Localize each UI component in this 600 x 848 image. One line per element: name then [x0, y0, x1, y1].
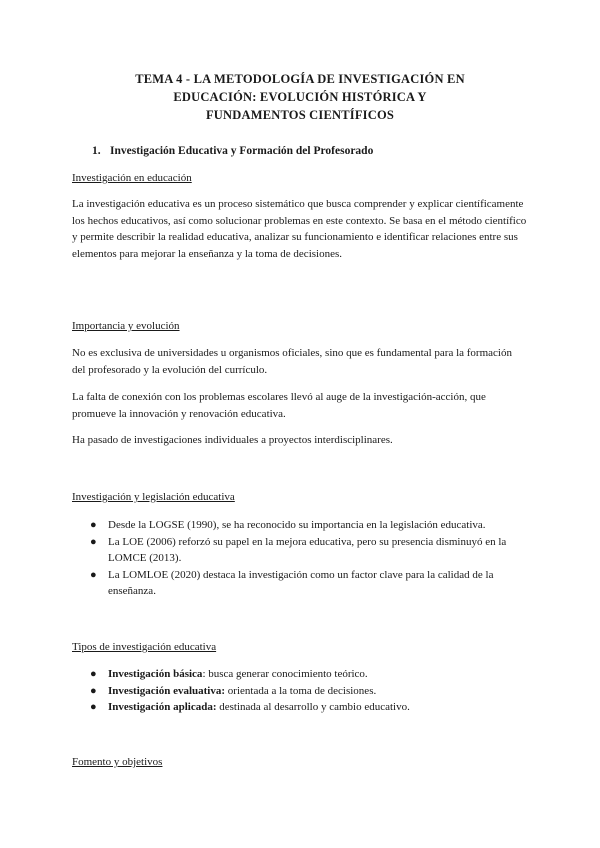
section-heading	[92, 143, 373, 159]
paragraph-importancia-3: Ha pasado de investigaciones individuales a proyectos interdisciplinares.	[72, 434, 393, 446]
subheading-fomento: Fomento y objetivos	[72, 756, 163, 768]
bullet-icon: ●	[90, 568, 97, 581]
list-legislacion	[72, 517, 528, 600]
term-label: Investigación evaluativa:	[108, 684, 226, 697]
title-line-2: EDUCACIÓN: EVOLUCIÓN HISTÓRICA Y	[173, 90, 427, 104]
subheading-legislacion: Investigación y legislación educativa	[72, 491, 235, 503]
subheading-investigacion: Investigación en educación	[72, 172, 192, 184]
bullet-icon: ●	[90, 684, 97, 697]
list-tipos	[72, 666, 528, 716]
list-item: ● Investigación aplicada: destinada al desarrollo y cambio educativo.	[72, 699, 528, 716]
section-heading-text: Investigación Educativa y Formación del Profesorado	[110, 145, 374, 157]
list-item: ● Investigación básica: busca generar conocimiento teórico.	[72, 666, 528, 683]
list-item: ● La LOMLOE (2020) destaca la investigación como un factor clave para la calidad de la enseñanza.	[90, 568, 494, 597]
subheading-importancia: Importancia y evolución	[72, 320, 180, 332]
paragraph-importancia-1: No es exclusiva de universidades u organismos oficiales, sino que es fundamental para la formación del profesorado y la evolución del currículo.	[72, 347, 512, 376]
paragraph-investigacion: La investigación educativa es un proceso sistemático que busca comprender y explicar científicamente los hechos educativos, así como solucionar problemas en este contexto. Se basa en el método científico y permite describir la realidad educativa, analizar su funcionamiento e identificar relaciones entre sus elementos para mejorar la enseñanza y la toma de decisiones.	[72, 198, 527, 260]
title-line-1: TEMA 4 - LA METODOLOGÍA DE INVESTIGACIÓN EN	[135, 72, 465, 86]
list-item: ● Desde la LOGSE (1990), se ha reconocido su importancia en la legislación educativa.	[72, 517, 528, 534]
bullet-icon: ●	[90, 701, 97, 713]
bullet-icon: ●	[90, 668, 97, 680]
list-item: ● Investigación evaluativa: orientada a la toma de decisiones.	[72, 683, 528, 700]
section-number: 1.	[92, 145, 101, 157]
paragraph-importancia-2: La falta de conexión con los problemas escolares llevó al auge de la investigación-acción, que promueve la innovación y renovación educativa.	[72, 391, 486, 420]
document-title	[90, 70, 510, 124]
list-item: ● La LOE (2006) reforzó su papel en la mejora educativa, pero su presencia disminuyó en la LOMCE (2013).	[90, 535, 507, 564]
subheading-tipos: Tipos de investigación educativa	[72, 641, 217, 653]
term-label: Investigación aplicada:	[108, 701, 217, 713]
bullet-icon: ●	[90, 535, 97, 548]
title-line-3: FUNDAMENTOS CIENTÍFICOS	[205, 108, 395, 122]
bullet-icon: ●	[90, 519, 97, 531]
term-label: Investigación básica	[108, 668, 203, 680]
